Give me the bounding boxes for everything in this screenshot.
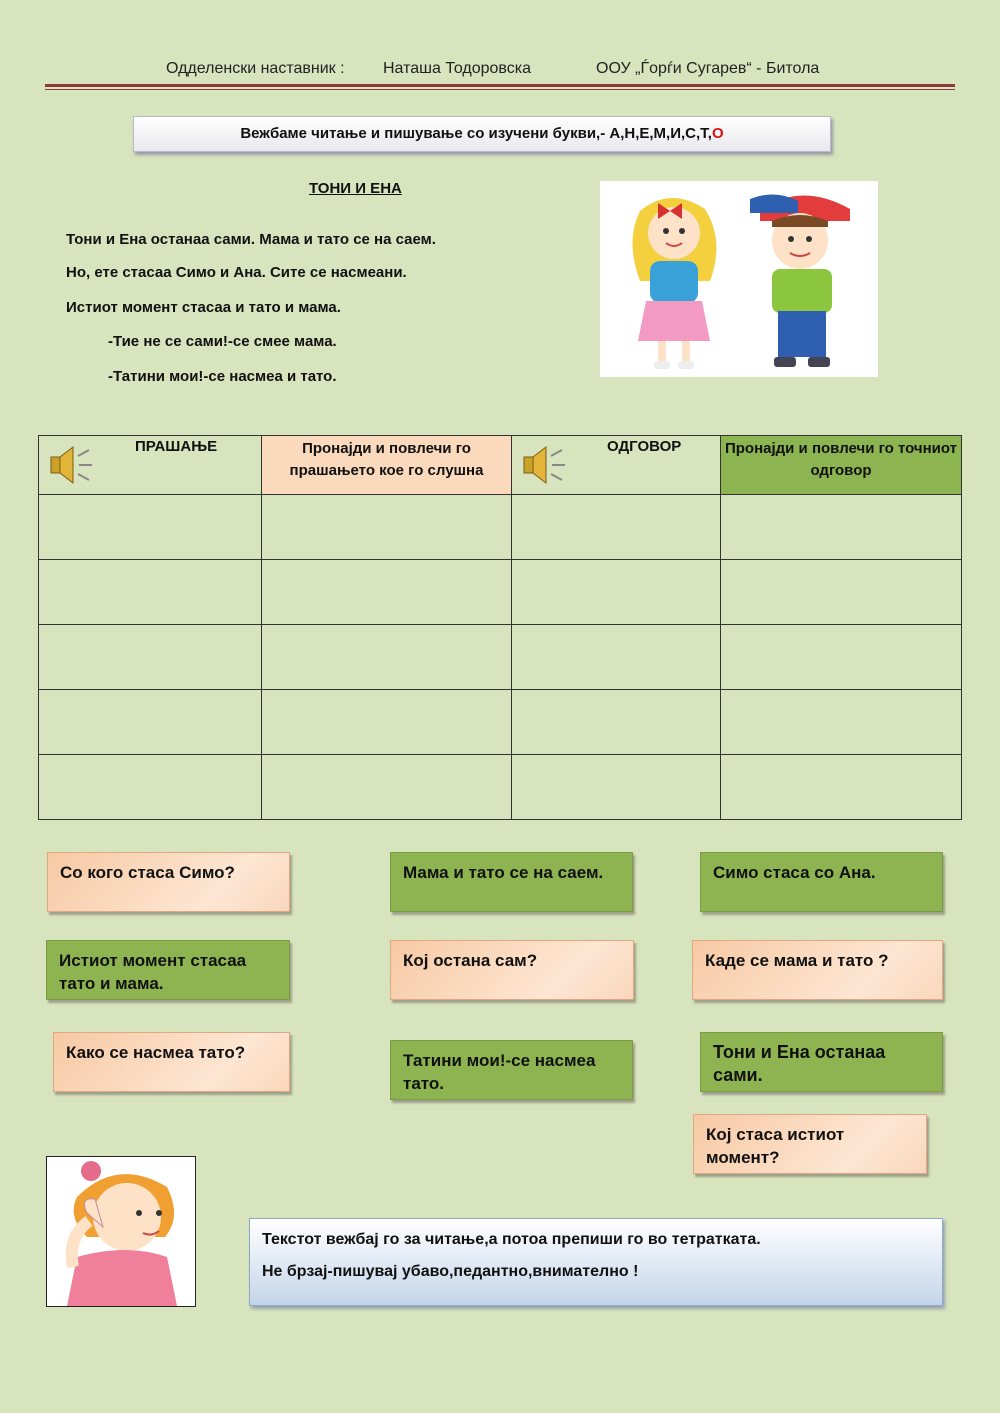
drop-zone[interactable] [721,560,962,625]
girl-listening-illustration [46,1156,196,1307]
drop-zone[interactable] [512,560,721,625]
drop-zone[interactable] [721,625,962,690]
drop-zone[interactable] [262,560,512,625]
teacher-label: Одделенски наставник : [166,60,345,77]
drop-zone[interactable] [262,755,512,820]
lesson-title-bar [133,116,831,152]
table-row [39,625,962,690]
drop-zone[interactable] [262,690,512,755]
drag-card-question[interactable]: Со кого стаса Симо? [47,852,290,912]
teacher-name: Наташа Тодоровска [383,60,531,77]
drop-zone[interactable] [39,690,262,755]
story-line: -Тие не се сами!-се смее мама. [108,333,337,350]
speaker-icon[interactable] [518,442,568,488]
header-find-answer: Пронајди и повлечи го точниот одговор [721,436,962,495]
drop-zone[interactable] [512,495,721,560]
drag-card-question[interactable]: Каде се мама и тато ? [692,940,943,1000]
kids-illustration [600,181,878,377]
lesson-title-highlight: О [711,125,724,142]
drag-card-question[interactable]: Кој остана сам? [390,940,634,1000]
drop-zone[interactable] [39,495,262,560]
drop-zone[interactable] [721,755,962,820]
story-line: Но, ете стасаа Симо и Ана. Сите се насмеани. [66,264,407,281]
drop-zone[interactable] [39,625,262,690]
table-row [39,755,962,820]
drop-zone[interactable] [721,495,962,560]
story-title: ТОНИ И ЕНА [309,180,402,197]
header-question-label: ПРАШАЊЕ [135,438,218,455]
instruction-line-2: Не брзај-пишувај убаво,педантно,внимателно ! [262,1263,639,1280]
header-answer-label: ОДГОВОР [607,438,682,455]
header-question [39,436,262,495]
drop-zone[interactable] [512,625,721,690]
drop-zone[interactable] [262,495,512,560]
speaker-icon[interactable] [45,442,95,488]
drop-zone[interactable] [512,690,721,755]
table-row [39,495,962,560]
lesson-title: Вежбаме читање и пишување со изучени букви,- А,Н,Е,М,И,С,Т, [240,125,712,142]
drag-card-answer[interactable]: Тони и Ена останаа сами. [700,1032,943,1092]
drop-zone[interactable] [721,690,962,755]
table-row [39,690,962,755]
header-find-question: Пронајди и повлечи го прашањето кое го слушна [262,436,512,495]
story-line: Истиот момент стасаа и тато и мама. [66,299,341,316]
header-divider-thin [45,89,955,90]
qa-table [38,435,962,820]
instruction-line-1: Текстот вежбај го за читање,а потоа препиши го во тетратката. [262,1231,761,1248]
story-line: -Татини мои!-се насмеа и тато. [108,368,337,385]
story-line: Тони и Ена останаа сами. Мама и тато се на саем. [66,231,436,248]
drag-card-answer[interactable]: Симо стаса со Ана. [700,852,943,912]
drag-card-answer[interactable]: Татини мои!-се насмеа тато. [390,1040,633,1100]
header-answer [512,436,721,495]
instruction-note [249,1218,943,1306]
table-row [39,560,962,625]
drag-card-answer[interactable]: Мама и тато се на саем. [390,852,633,912]
drag-card-question[interactable]: Како се насмеа тато? [53,1032,290,1092]
drag-card-question[interactable]: Кој стаса истиот момент? [693,1114,927,1174]
drop-zone[interactable] [39,560,262,625]
school-name: ООУ „Ѓорѓи Сугарев“ - Битола [596,60,820,77]
drag-card-answer[interactable]: Истиот момент стасаа тато и мама. [46,940,290,1000]
header-divider [45,84,955,87]
drop-zone[interactable] [39,755,262,820]
drop-zone[interactable] [512,755,721,820]
drop-zone[interactable] [262,625,512,690]
